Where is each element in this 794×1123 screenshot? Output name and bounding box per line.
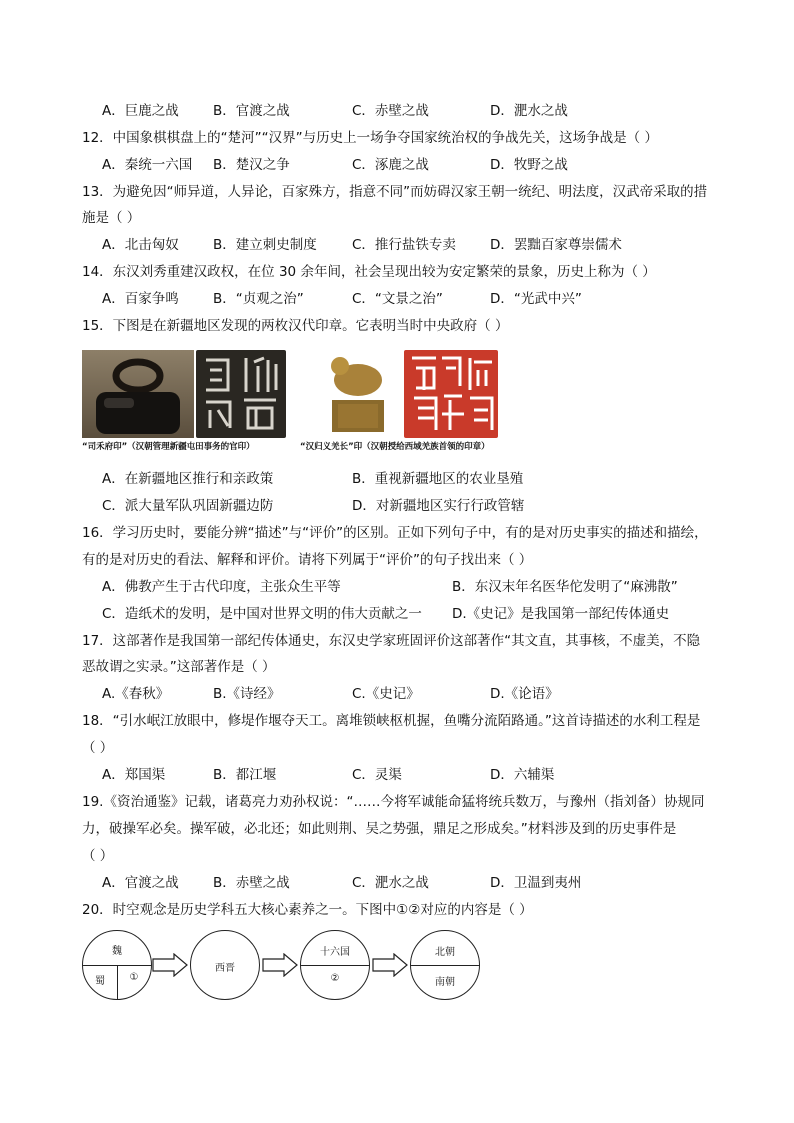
q16-option-c[interactable]: C．造纸术的发明，是中国对世界文明的伟大贡献之一 [102, 606, 422, 622]
q16-option-a[interactable]: A．佛教产生于古代印度，主张众生平等 [102, 579, 341, 595]
sheep-seal-icon [318, 348, 398, 438]
circle-western-jin [190, 930, 260, 1000]
q13-stem-line1: 13．为避免因“师异道，人异论，百家殊方，指意不同”而妨碍汉家王朝一统纪、明法度，汉武帝采取的措 [82, 184, 708, 200]
q18-stem-line1: 18．“引水岷江放眼中，修堤作堰夺天工。离堆锁峡枢机握，鱼嘴分流陌路通。”这首诗描述的水利工程是 [82, 713, 701, 729]
circle-sixteen-kingdoms [300, 930, 370, 1000]
seal-impression-1 [196, 350, 286, 438]
circle-northern-southern [410, 930, 480, 1000]
q15-option-a[interactable]: A．在新疆地区推行和亲政策 [102, 471, 274, 487]
seal-photo-2 [318, 348, 398, 438]
q16-option-b[interactable]: B．东汉末年名医华佗发明了“麻沸散” [452, 579, 678, 595]
circle-three-kingdoms [82, 930, 152, 1000]
q19-option-d[interactable]: D．卫温到夷州 [490, 875, 582, 891]
q20-stem: 20．时空观念是历史学科五大核心素养之一。下图中①②对应的内容是（ ） [82, 902, 533, 918]
q13-option-a[interactable]: A．北击匈奴 [102, 237, 179, 253]
q17-option-b[interactable]: B.《诗经》 [213, 686, 281, 702]
q12-option-a[interactable]: A．秦统一六国 [102, 157, 193, 173]
seal-characters-icon [196, 350, 286, 438]
q18-option-b[interactable]: B．都江堰 [213, 767, 277, 783]
q15-stem: 15．下图是在新疆地区发现的两枚汉代印章。它表明当时中央政府（ ） [82, 318, 509, 334]
q13-option-c[interactable]: C．推行盐铁专卖 [352, 237, 456, 253]
circle1-bottom-left: 蜀 [95, 976, 105, 987]
seal-photo-1 [82, 350, 194, 438]
arrow-right-icon [372, 953, 408, 977]
q16-stem-line2: 有的是对历史的看法、解释和评价。请将下列属于“评价”的句子找出来（ ） [82, 552, 533, 568]
q11-option-c[interactable]: C．赤壁之战 [352, 103, 429, 119]
q18-option-a[interactable]: A．郑国渠 [102, 767, 166, 783]
q18-stem-line2: （ ） [82, 740, 114, 756]
red-seal-characters-icon [404, 350, 498, 438]
q16-stem-line1: 16．学习历史时，要能分辨“描述”与“评价”的区别。正如下列句子中，有的是对历史事实的描述和描绘， [82, 525, 708, 541]
q12-option-b[interactable]: B．楚汉之争 [213, 157, 290, 173]
q11-option-b[interactable]: B．官渡之战 [213, 103, 290, 119]
seal-impression-2 [404, 350, 498, 438]
q16-option-d[interactable]: D.《史记》是我国第一部纪传体通史 [452, 606, 670, 622]
stone-seal-icon [82, 350, 194, 438]
q12-stem: 12．中国象棋棋盘上的“楚河”“汉界”与历史上一场争夺国家统治权的争战先关，这场争战是（ ） [82, 130, 658, 146]
q17-stem-line2: 恶故谓之实录。”这部著作是（ ） [82, 659, 276, 675]
q17-option-a[interactable]: A.《春秋》 [102, 686, 170, 702]
q19-stem-line2: 力，破操军必矣。操军破，必北还；如此则荆、吴之势强，鼎足之形成矣。”材料涉及到的历史事件是 [82, 821, 677, 837]
arrow-right-icon [262, 953, 298, 977]
q11-option-d[interactable]: D．淝水之战 [490, 103, 568, 119]
q14-option-b[interactable]: B．“贞观之治” [213, 291, 304, 307]
circle1-top: 魏 [112, 946, 122, 957]
q12-option-d[interactable]: D．牧野之战 [490, 157, 568, 173]
q15-option-b[interactable]: B．重视新疆地区的农业垦殖 [352, 471, 524, 487]
q15-option-d[interactable]: D．对新疆地区实行行政管辖 [352, 498, 525, 514]
q17-stem-line1: 17．这部著作是我国第一部纪传体通史，东汉史学家班固评价这部著作“其文直，其事核，不虚美，不隐 [82, 633, 701, 649]
arrow-right-icon [152, 953, 188, 977]
q19-stem-line3: （ ） [82, 848, 114, 864]
q18-option-c[interactable]: C．灵渠 [352, 767, 402, 783]
q11-option-a[interactable]: A．巨鹿之战 [102, 103, 179, 119]
q15-caption-1: “司禾府印”（汉朝管理新疆屯田事务的官印） [82, 442, 255, 452]
circle3-top: 十六国 [320, 947, 350, 958]
q18-option-d[interactable]: D．六辅渠 [490, 767, 555, 783]
q15-option-c[interactable]: C．派大量军队巩固新疆边防 [102, 498, 274, 514]
q14-stem: 14．东汉刘秀重建汉政权，在位 30 余年间，社会呈现出较为安定繁荣的景象，历史上称为（ ） [82, 264, 656, 280]
q14-option-a[interactable]: A．百家争鸣 [102, 291, 179, 307]
q19-option-a[interactable]: A．官渡之战 [102, 875, 179, 891]
circle1-bottom-right: ① [129, 972, 139, 983]
circle2-label: 西晋 [215, 963, 235, 974]
q12-option-c[interactable]: C．涿鹿之战 [352, 157, 429, 173]
circle4-top: 北朝 [435, 947, 455, 958]
circle3-bottom: ② [330, 973, 340, 984]
q14-option-d[interactable]: D．“光武中兴” [490, 291, 582, 307]
q13-option-d[interactable]: D．罢黜百家尊崇儒术 [490, 237, 622, 253]
q14-option-c[interactable]: C．“文景之治” [352, 291, 443, 307]
q19-option-c[interactable]: C．淝水之战 [352, 875, 429, 891]
q17-option-d[interactable]: D.《论语》 [490, 686, 559, 702]
q13-stem-line2: 施是（ ） [82, 210, 141, 226]
q17-option-c[interactable]: C.《史记》 [352, 686, 420, 702]
circle4-bottom: 南朝 [435, 977, 455, 988]
q19-stem-line1: 19.《资治通鉴》记载，诸葛亮力劝孙权说：“……今将军诚能命猛将统兵数万，与豫州（指刘备）协规同 [82, 794, 705, 810]
q13-option-b[interactable]: B．建立刺史制度 [213, 237, 317, 253]
q15-caption-2: “汉归义羌长”印（汉朝授给西域羌族首领的印章） [300, 442, 490, 452]
q19-option-b[interactable]: B．赤壁之战 [213, 875, 290, 891]
